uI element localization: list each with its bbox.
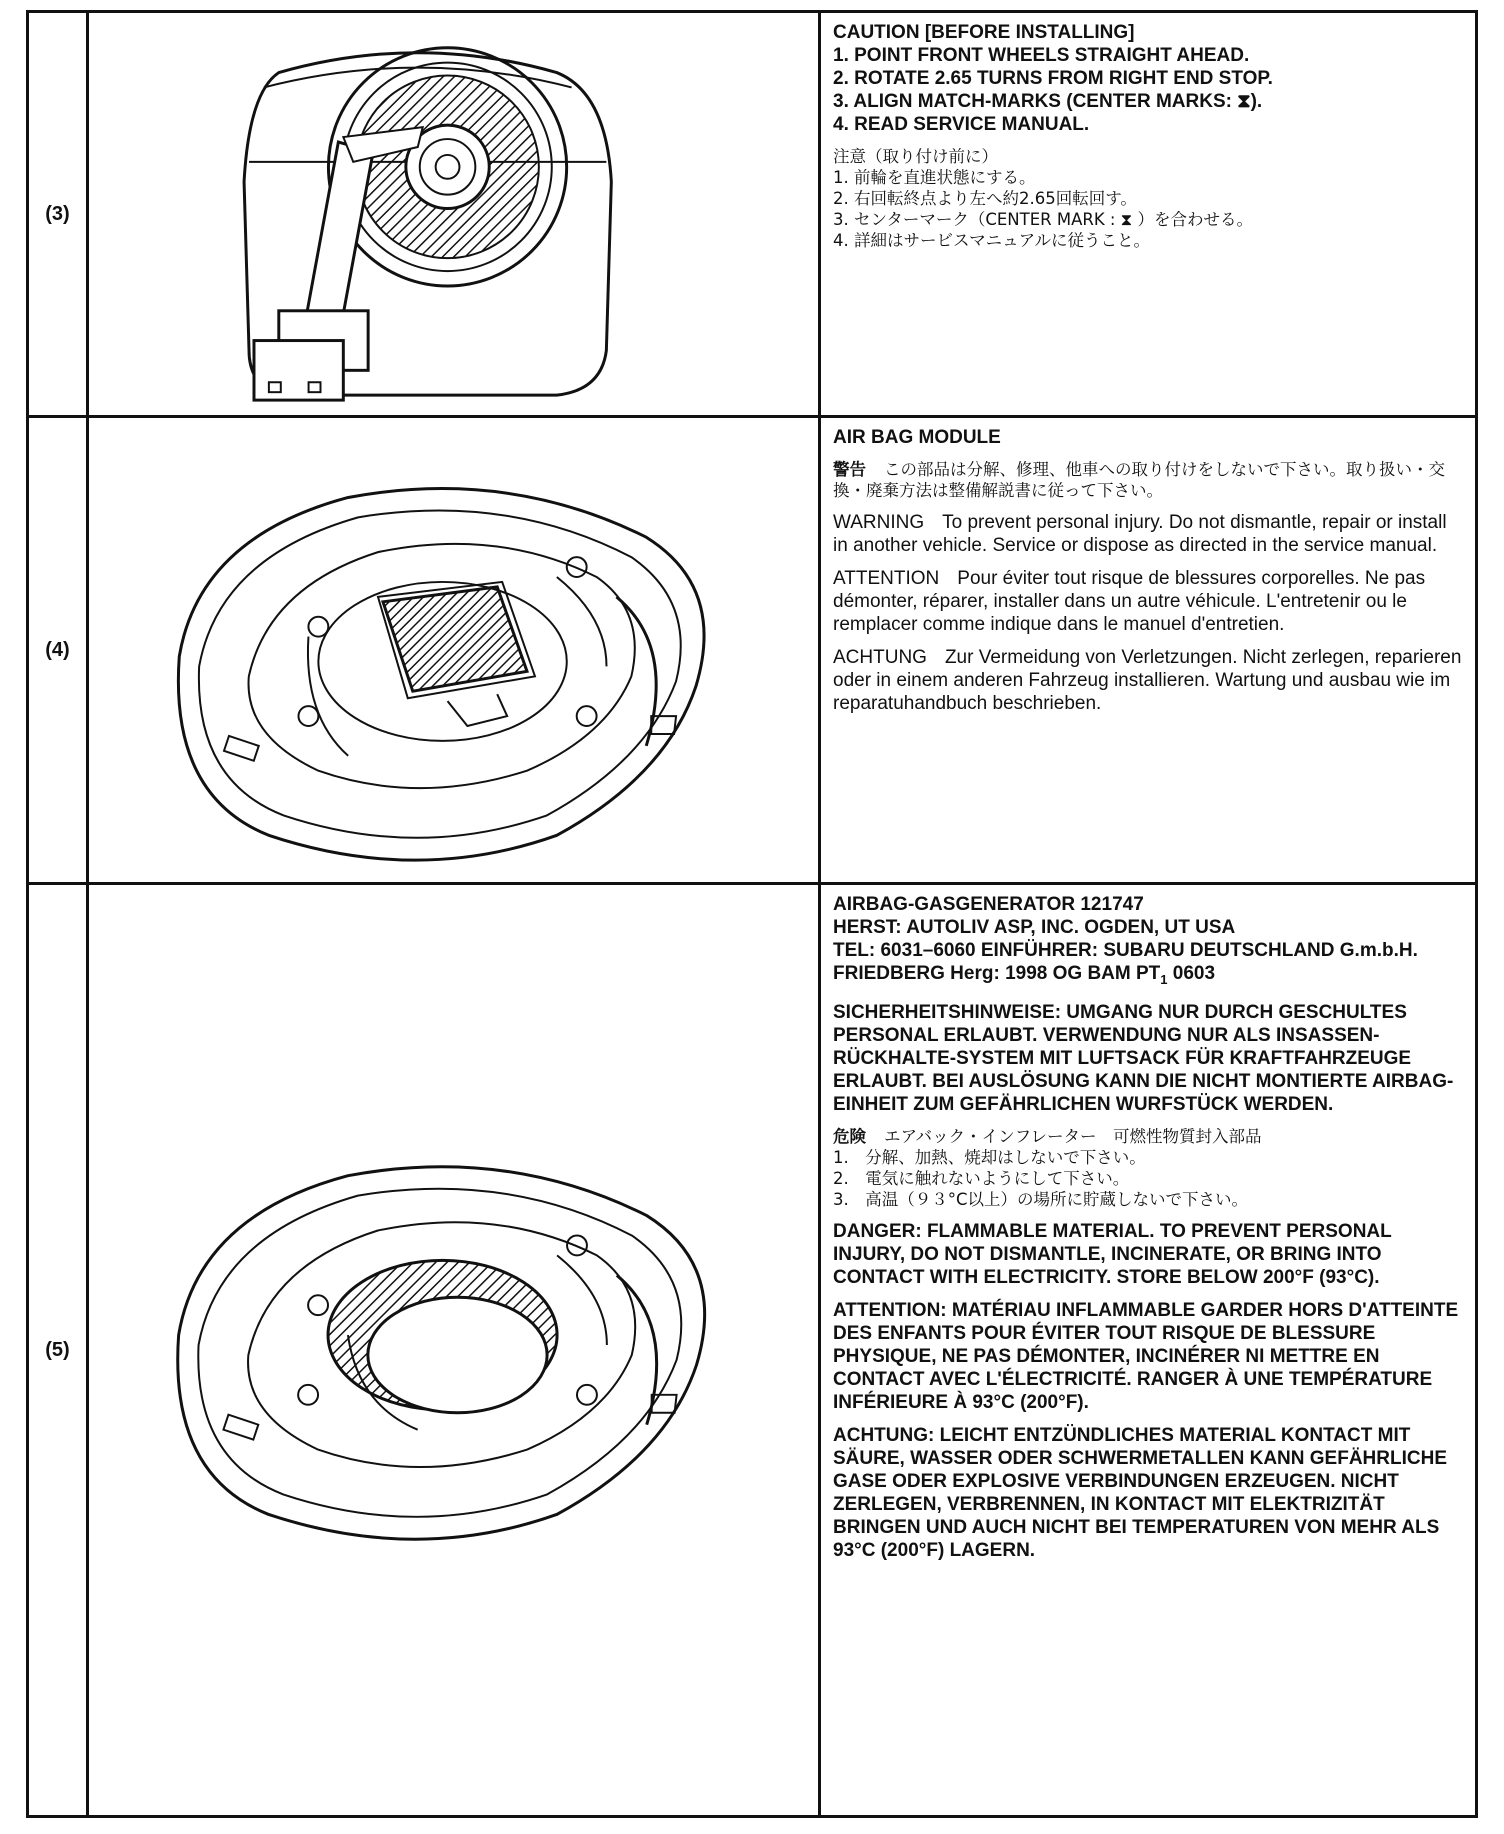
friedberg-text: FRIEDBERG Herg: 1998 OG BAM PT xyxy=(833,963,1161,984)
japanese-danger-title: エアバック・インフレーター 可燃性物質封入部品 xyxy=(884,1126,1262,1146)
attention-text: ATTENTION: MATÉRIAU INFLAMMABLE GARDER HORS D'ATTEINTE DES ENFANTS POUR ÉVITER TOUT RISQUE DE BLESSURE PHYSIQUE, NE PAS DÉMONTER, INCINÉRER NI METTRE EN CONTACT AVEC L'ÉLECTRICITÉ. RANGER À UNE TEMPÉRATURE INFÉRIEURE À 93°C (200°F). xyxy=(833,1299,1459,1413)
module-title: AIR BAG MODULE xyxy=(833,427,1001,448)
japanese-caution-item: 2. 右回転終点より左へ約2.65回転回す。 xyxy=(833,189,1137,208)
japanese-caution-item: 1. 前輪を直進状態にする。 xyxy=(833,168,1036,187)
japanese-caution-item: 3. センターマーク（CENTER MARK : ⧗ ）を合わせる。 xyxy=(833,210,1254,229)
header-line: AIRBAG-GASGENERATOR 121747 xyxy=(833,894,1144,915)
row-number: (3) xyxy=(45,202,70,225)
clock-spring-figure xyxy=(89,13,821,415)
friedberg-subscript: 1 xyxy=(1160,971,1168,987)
inflater-text-cell xyxy=(821,885,1475,1815)
japanese-danger-item: 3. 高温（９３°C以上）の場所に貯蔵しないで下さい。 xyxy=(833,1189,1249,1209)
danger-text: DANGER: FLAMMABLE MATERIAL. TO PREVENT PERSONAL INJURY, DO NOT DISMANTLE, INCINERATE, OR BRING INTO CONTACT WITH ELECTRICITY. STORE BELOW 200°F (93°C). xyxy=(833,1220,1392,1288)
warning-label: WARNING xyxy=(833,512,925,533)
header-line: TEL: 6031–6060 EINFÜHRER: SUBARU DEUTSCHLAND G.m.b.H. xyxy=(833,940,1418,961)
clock-spring-illustration xyxy=(89,13,818,415)
friedberg-code: 0603 xyxy=(1167,963,1216,984)
row-number: (4) xyxy=(45,638,70,661)
achtung-text: ACHTUNG: LEICHT ENTZÜNDLICHES MATERIAL KONTACT MIT SÄURE, WASSER ODER SCHWERMETALLEN KANN GEFÄHRLICHE GASE ODER EXPLOSIVE VERBINDUNGEN ERZEUGEN. NICHT ZERLEGEN, VERBRENNEN, IN KONTACT MIT ELEKTRIZITÄT BRINGEN UND AUCH NICHT BEI TEMPERATUREN VON MEHR ALS 93°C (200°F) LAGERN. xyxy=(833,1424,1447,1561)
achtung-text: Zur Vermeidung von Verletzungen. Nicht zerlegen, reparieren oder in einem anderen Fahrzeug installieren. Wartung und ausbau wie im reparatuhandbuch beschrieben. xyxy=(833,647,1462,714)
caution-item: 3. ALIGN MATCH-MARKS (CENTER MARKS: ⧗). xyxy=(833,91,1263,112)
table-row-3 xyxy=(29,13,1475,418)
japanese-danger-item: 2. 電気に触れないようにして下さい。 xyxy=(833,1168,1130,1188)
japanese-warning-label: 警告 xyxy=(833,460,866,479)
header-line: HERST: AUTOLIV ASP, INC. OGDEN, UT USA xyxy=(833,917,1236,938)
table-row-5 xyxy=(29,885,1475,1815)
row-number-cell xyxy=(29,418,89,882)
sicherheit-text: SICHERHEITSHINWEISE: UMGANG NUR DURCH GESCHULTES PERSONAL ERLAUBT. VERWENDUNG NUR ALS INSASSEN-RÜCKHALTE-SYSTEM MIT LUFTSACK FÜR KRAFTFAHRZEUGE ERLAUBT. BEI AUSLÖSUNG KANN DIE NICHT MONTIERTE AIRBAG-EINHEIT ZUM GEFÄHRLICHEN WURFSTÜCK WERDEN. xyxy=(833,1001,1454,1115)
warning-text: To prevent personal injury. Do not dismantle, repair or install in another vehicle. Service or dispose as directed in the service manual. xyxy=(833,512,1447,556)
table-row-4 xyxy=(29,418,1475,885)
row-number-cell xyxy=(29,885,89,1815)
attention-label: ATTENTION xyxy=(833,568,940,589)
label-table xyxy=(26,10,1478,1818)
inflater-illustration xyxy=(89,885,818,1815)
caution-text-cell xyxy=(821,13,1475,415)
japanese-caution-title: 注意（取り付け前に） xyxy=(833,147,998,166)
caution-item: 1. POINT FRONT WHEELS STRAIGHT AHEAD. xyxy=(833,45,1250,66)
japanese-warning-text: この部品は分解、修理、他車への取り付けをしないで下さい。取り扱い・交換・廃棄方法は整備解説書に従って下さい。 xyxy=(833,460,1445,500)
row-number: (5) xyxy=(45,1338,70,1361)
attention-text: Pour éviter tout risque de blessures corporelles. Ne pas démonter, réparer, installer dans un autre véhicule. L'entretenir ou le remplacer comme indique dans le manuel d'entretien. xyxy=(833,568,1426,635)
air-bag-module-illustration xyxy=(89,418,818,882)
japanese-danger-label: 危険 xyxy=(833,1126,866,1146)
inflater-figure xyxy=(89,885,821,1815)
caution-item: 2. ROTATE 2.65 TURNS FROM RIGHT END STOP. xyxy=(833,68,1273,89)
friedberg-line xyxy=(833,962,1463,991)
achtung-label: ACHTUNG xyxy=(833,647,927,668)
air-bag-module-text-cell xyxy=(821,418,1475,882)
japanese-danger-item: 1. 分解、加熱、焼却はしないで下さい。 xyxy=(833,1147,1146,1167)
caution-item: 4. READ SERVICE MANUAL. xyxy=(833,114,1090,135)
caution-title: CAUTION [BEFORE INSTALLING] xyxy=(833,22,1135,43)
japanese-danger-heading xyxy=(833,1126,1463,1147)
row-number-cell xyxy=(29,13,89,415)
air-bag-module-figure xyxy=(89,418,821,882)
japanese-caution-item: 4. 詳細はサービスマニュアルに従うこと。 xyxy=(833,231,1150,250)
